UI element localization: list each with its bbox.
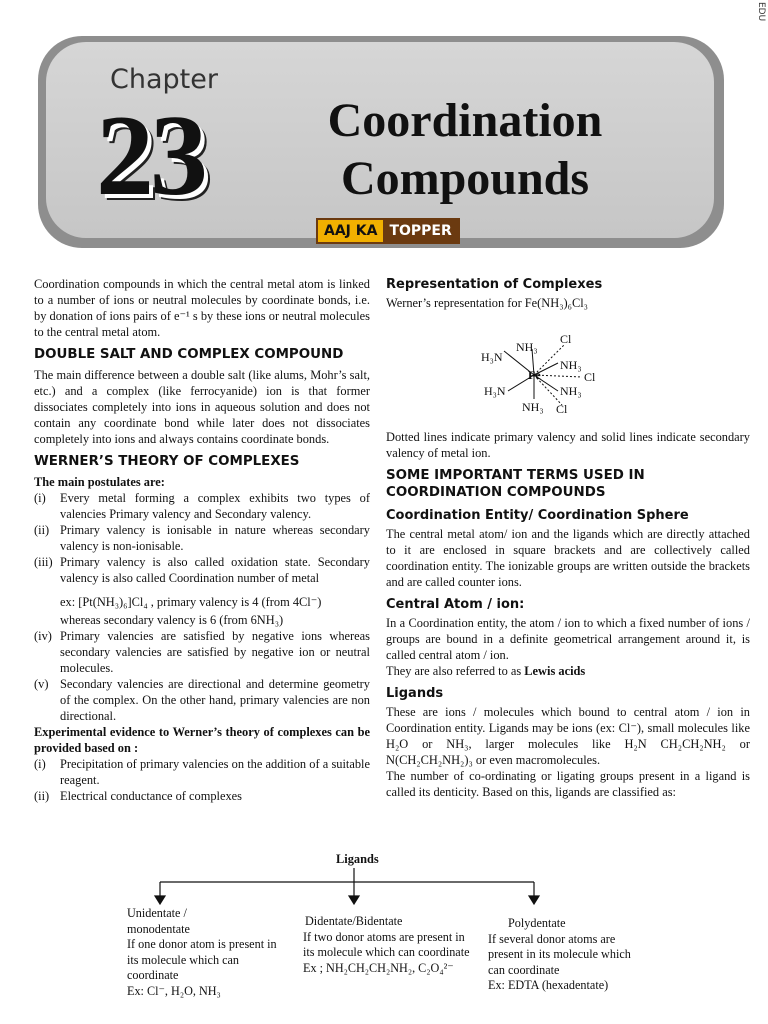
list-item (34, 628, 370, 676)
label-h3n-bottom: H₃N (484, 384, 506, 398)
list-item (34, 522, 370, 554)
lewis-acids-line (386, 663, 750, 679)
bidentate-text: If two donor atoms are present in its molecule which can coordinate (303, 929, 470, 959)
label-nh3-right: NH₃ (560, 358, 582, 372)
right-column (386, 276, 750, 800)
unidentate-title-2: monodentate (127, 921, 190, 936)
list-item-text: Primary valencies are satisfied by negative ions whereas secondary valencies are satisfied by negative ion or neutral molecules. (60, 629, 370, 675)
label-nh3-lower: NH₃ (560, 384, 582, 398)
evidence-list (34, 756, 370, 804)
list-item-text: Primary valency is ionisable in nature whereas secondary valency is non-ionisable. (60, 523, 370, 553)
lewis-prefix: They are also referred to as (386, 664, 525, 678)
unidentate-title-1: Unidentate / (127, 906, 187, 920)
heading-werner: WERNER’S THEORY OF COMPLEXES (34, 454, 300, 469)
list-item (34, 554, 370, 586)
label-nh3-bottom: NH₃ (522, 400, 544, 414)
list-item-number: (v) (34, 677, 49, 691)
list-item-number: (i) (34, 757, 46, 771)
unidentate-example: Ex: Cl⁻, H₂O, NH₃ (127, 983, 221, 998)
list-item-text: Secondary valencies are directional and determine geometry of the complex. On the other hand, primary valencies are non directional. (60, 677, 370, 723)
heading-coordination-entity: Coordination Entity/ Coordination Sphere (386, 508, 689, 523)
polydentate-box (488, 916, 648, 994)
left-column (34, 276, 370, 804)
polydentate-text: If several donor atoms are present in its molecule which can coordinate (488, 931, 631, 977)
title-line-2: Compounds (340, 152, 590, 205)
heading-important-terms: SOME IMPORTANT TERMS USED IN COORDINATION COMPOUNDS (386, 468, 645, 500)
chapter-number: 23 (96, 92, 204, 220)
polydentate-example: Ex: EDTA (hexadentate) (488, 978, 609, 992)
postulates-list-2 (34, 628, 370, 724)
dotted-lines-text: Dotted lines indicate primary valency and solid lines indicate secondary valency of metal ion. (386, 430, 750, 460)
central-atom-text: In a Coordination entity, the atom / ion to which a fixed number of ions / groups are bound in a definite geometrical arrangement around it, is called central atom / ion. (386, 616, 750, 662)
double-salt-paragraph: The main difference between a double salt (like alums, Mohr’s salt, etc.) and a complex (like ferrocyanide) ion is that former dissociates completely into ions in aqueous solution and does not contain any coordinate bond while later does not dissociates completely into ions and always contains coordinate bonds. (34, 368, 370, 446)
tree-title: Ligands (336, 852, 379, 866)
list-item (34, 490, 370, 522)
ligand-classification-tree (0, 846, 768, 1016)
unidentate-box (127, 906, 287, 999)
polydentate-title: Polydentate (508, 916, 566, 930)
label-h3n-top: H₃N (481, 350, 503, 364)
list-item-number: (ii) (34, 789, 50, 803)
coordination-entity-text: The central metal atom/ ion and the ligands which are directly attached to it are enclosed in square brackets and are collectively called coordination entity. The ionizable groups are written outside the brackets and are called counter ions. (386, 527, 750, 589)
chapter-label: Chapter (110, 64, 218, 95)
side-mark: EDU (756, 2, 766, 22)
bidentate-example: Ex ; NH₂CH₂CH₂NH₂, C₂O₄²⁻ (303, 960, 454, 975)
heading-representation: Representation of Complexes (386, 277, 603, 292)
evidence-title: Experimental evidence to Werner’s theory of complexes can be provided based on : (34, 725, 370, 755)
title-line-1: Coordination (327, 94, 603, 147)
list-item-text: Precipitation of primary valencies on the addition of a suitable reagent. (60, 757, 370, 787)
label-cl-right: Cl (584, 370, 596, 384)
list-item-number: (iii) (34, 555, 53, 569)
heading-central-atom: Central Atom / ion: (386, 597, 525, 612)
label-nh3-top: NH₃ (516, 340, 538, 354)
brand-part-1: AAJ KA (318, 220, 383, 242)
list-item-text: Electrical conductance of complexes (60, 789, 242, 803)
list-item (34, 788, 370, 804)
label-cl-top: Cl (560, 332, 572, 346)
heading-double-salt: DOUBLE SALT AND COMPLEX COMPOUND (34, 347, 344, 362)
representation-text: Werner’s representation for Fe(NH₃)₆Cl₃ (386, 296, 589, 310)
brand-logo (316, 218, 460, 244)
chapter-title (310, 92, 620, 208)
werner-structure-diagram (386, 311, 750, 416)
unidentate-text: If one donor atom is present in its molecule which can coordinate (127, 937, 277, 982)
postulates-list (34, 490, 370, 586)
lewis-acids-term: Lewis acids (524, 664, 586, 678)
bidentate-box (303, 914, 473, 976)
list-item-number: (iv) (34, 629, 52, 643)
list-item (34, 676, 370, 724)
list-item-number: (ii) (34, 523, 50, 537)
list-item-text: Every metal forming a complex exhibits two types of valencies Primary valency and Secondary valency. (60, 491, 370, 521)
example-line: ex: [Pt(NH₃)₆]Cl₄ , primary valency is 4 (from 4Cl⁻) (60, 595, 322, 609)
postulates-title: The main postulates are: (34, 475, 165, 489)
heading-ligands: Ligands (386, 686, 444, 701)
denticity-text: The number of co-ordinating or ligating groups present in a ligand is called its denticity. Based on this, ligands are classified as: (386, 769, 750, 799)
bidentate-title: Didentate/Bidentate (305, 914, 403, 928)
tree-connectors (0, 846, 768, 916)
label-fe: Fe (528, 368, 541, 382)
label-cl-bottom: Cl (556, 402, 568, 416)
ligands-text: These are ions / molecules which bound to central atom / ion in Coordination entity. Ligands may be ions (ex: Cl⁻), small molecules like H₂O or NH₃, larger molecules like H₂N CH₂CH₂NH₂ or N(CH₂CH₂NH₂)₃ or even macromolecules. (386, 705, 750, 767)
example-line-2: whereas secondary valency is 6 (from 6NH₃) (60, 613, 284, 627)
list-item-number: (i) (34, 491, 46, 505)
list-item (34, 756, 370, 788)
intro-paragraph: Coordination compounds in which the central metal atom is linked to a number of ions or neutral molecules by coordinate bonds, i.e. by donation of ions pairs of e⁻¹ s by these ions or neutral molecules to the central metal atom. (34, 277, 370, 339)
brand-part-2: TOPPER (383, 220, 457, 242)
list-item-text: Primary valency is also called oxidation state. Secondary valency is also called Coordination number of metal (60, 555, 370, 585)
